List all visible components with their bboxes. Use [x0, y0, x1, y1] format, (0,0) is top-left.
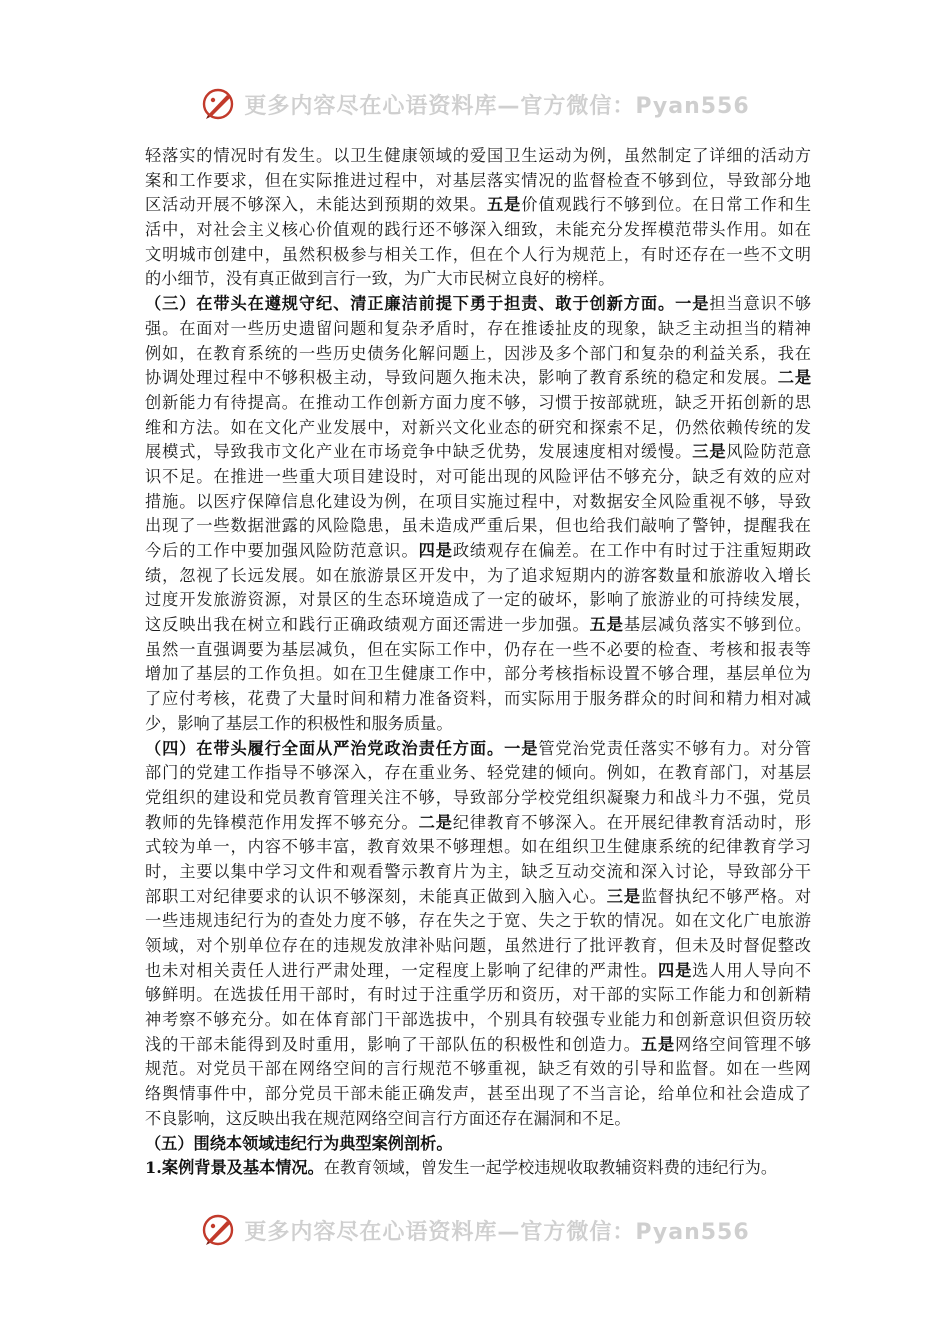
text-run: 不良影响，这反映出我在规范网络空间言行方面还存在漏洞和不足。: [145, 1108, 631, 1128]
text-run: 今后的工作中要加强风险防范意识。: [145, 541, 419, 560]
bold-text-run: 四是: [658, 960, 693, 980]
text-run: 纪律教育不够深入。在开展纪律教育活动时，形: [452, 812, 811, 832]
text-run: 案和工作要求，但在实际推进过程中，对基层落实情况的监督检查不够到位，导致部分地: [145, 170, 811, 190]
bold-text-run: 五是: [640, 1034, 676, 1054]
text-line: [145, 416, 811, 441]
text-line: [145, 317, 811, 342]
text-line: [145, 1008, 811, 1033]
text-line: [145, 909, 811, 934]
text-run: 价值观践行不够到位。在日常工作和生: [521, 195, 811, 215]
text-run: 规范。对党员干部在网络空间的言行规范不够重视，缺乏有效的引导和监督。如在一些网: [145, 1059, 811, 1079]
text-line: [145, 1082, 811, 1107]
bold-text-run: 1.案例背景及基本情况。: [145, 1158, 324, 1178]
text-run: 文明城市创建中，虽然积极参与相关工作，但在个人行为规范上，有时还存在一些不文明: [145, 244, 811, 264]
watermark-text: 更多内容尽在心语资料库—官方微信：Pyan556: [244, 93, 750, 119]
bold-text-run: 一是: [675, 294, 710, 314]
text-run: 维和方法。如在文化产业发展中，对新兴文化业态的研究和探索不足，仍然依赖传统的发: [145, 417, 811, 437]
text-run: 教师的先锋模范作用发挥不够充分。: [145, 812, 419, 832]
text-run: 协调处理过程中不够积极主动，导致问题久拖未决，影响了教育系统的稳定和发展。: [145, 368, 778, 388]
text-run: 出现了一些数据泄露的风险隐患，虽未造成严重后果，但也给我们敲响了警钟，提醒我在: [145, 516, 811, 536]
text-run: 部门的党建工作指导不够深入，存在重业务、轻党建的倾向。例如，在教育部门，对基层: [145, 763, 811, 783]
text-run: 部职工对纪律要求的认识不够深刻，未能真正做到入脑入心。: [145, 886, 607, 906]
bold-text-run: （三）在带头在遵规守纪、清正廉洁前提下勇于担责、敢于创新方面。: [145, 294, 676, 314]
text-run: 选人用人导向不: [692, 960, 811, 980]
text-line: [145, 169, 811, 194]
text-line: [145, 737, 811, 762]
text-run: 过度开发旅游资源，对景区的生态环境造成了一定的破坏，影响了旅游业的可持续发展，: [145, 590, 811, 610]
text-line: [145, 539, 811, 564]
pen-logo-icon: [200, 86, 236, 122]
text-line: [145, 292, 811, 317]
text-line: [145, 613, 811, 638]
text-line: [145, 193, 811, 218]
watermark-text: 更多内容尽在心语资料库—官方微信：Pyan556: [244, 1219, 750, 1245]
bold-text-run: （五）围绕本领域违纪行为典型案例剖析。: [145, 1133, 453, 1153]
text-run: 展模式，导致我市文化产业在市场竞争中缺乏优势，发展速度相对缓慢。: [145, 442, 693, 462]
bold-text-run: 一是: [504, 738, 539, 758]
text-run: 政绩观存在偏差。在工作中有时过于注重短期政: [452, 541, 811, 560]
text-line: [145, 835, 811, 860]
text-line: [145, 514, 811, 539]
text-run: 增加了基层的工作负担。如在卫生健康工作中，部分考核指标设置不够合理，基层单位为: [145, 664, 811, 684]
text-line: [145, 465, 811, 490]
text-line: [145, 366, 811, 391]
text-run: 担当意识不够: [709, 294, 811, 314]
text-line: [145, 638, 811, 663]
text-line: [145, 564, 811, 589]
text-line: [145, 687, 811, 712]
text-run: 区活动开展不够深入，未能达到预期的效果。: [145, 195, 488, 215]
text-line: [145, 1156, 811, 1181]
text-run: 党组织的建设和党员教育管理关注不够，导致部分学校党组织凝聚力和战斗力不强，党员: [145, 787, 811, 807]
bold-text-run: 三是: [692, 442, 727, 462]
text-line: [145, 1132, 811, 1157]
text-line: [145, 144, 811, 169]
text-run: 网络空间管理不够: [675, 1034, 811, 1054]
text-line: [145, 786, 811, 811]
bold-text-run: 五是: [589, 615, 624, 635]
text-run: 在教育领域，曾发生一起学校违规收取教辅资料费的违纪行为。: [323, 1158, 778, 1178]
text-run: 绩，忽视了长远发展。如在旅游景区开发中，为了追求短期内的游客数量和旅游收入增长: [145, 565, 811, 585]
text-run: 时，主要以集中学习文件和观看警示教育片为主，缺乏互动交流和深入讨论，导致部分干: [145, 861, 811, 881]
document-body: [145, 144, 811, 1181]
text-run: 识不足。在推进一些重大项目建设时，对可能出现的风险评估不够充分，缺乏有效的应对: [145, 466, 811, 486]
text-run: 风险防范意: [726, 442, 811, 462]
text-line: [145, 440, 811, 465]
text-run: 强。在面对一些历史遗留问题和复杂矛盾时，存在推诿扯皮的现象，缺乏主动担当的精神: [145, 318, 811, 338]
text-line: [145, 1107, 811, 1132]
text-line: [145, 761, 811, 786]
text-line: [145, 959, 811, 984]
text-run: 监督执纪不够严格。对: [640, 886, 811, 906]
text-line: [145, 490, 811, 515]
text-run: 也未对相关责任人进行严肃处理，一定程度上影响了纪律的严肃性。: [145, 960, 659, 980]
text-line: [145, 934, 811, 959]
text-line: [145, 860, 811, 885]
text-run: 基层减负落实不够到位。: [623, 615, 811, 635]
text-line: [145, 391, 811, 416]
text-line: [145, 243, 811, 268]
text-line: [145, 1057, 811, 1082]
text-run: 活中，对社会主义核心价值观的践行还不够深入细致，未能充分发挥模范带头作用。如在: [145, 220, 811, 240]
bold-text-run: 三是: [606, 886, 641, 906]
text-line: [145, 588, 811, 613]
bold-text-run: 五是: [487, 195, 522, 215]
bold-text-run: 二是: [418, 812, 453, 832]
watermark-banner-bottom: [0, 1210, 950, 1250]
watermark-banner-top: [0, 84, 950, 124]
text-run: 少，影响了基层工作的积极性和服务质量。: [145, 713, 453, 733]
text-line: [145, 218, 811, 243]
text-line: [145, 1033, 811, 1058]
text-run: 络舆情事件中，部分党员干部未能正确发声，甚至出现了不当言论，给单位和社会造成了: [145, 1084, 811, 1104]
text-run: 够鲜明。在选拔任用干部时，有时过于注重学历和资历，对干部的实际工作能力和创新精: [145, 985, 811, 1005]
text-run: 了应付考核，花费了大量时间和精力准备资料，而实际用于服务群众的时间和精力相对减: [145, 689, 811, 709]
text-run: 创新能力有待提高。在推动工作创新方面力度不够，习惯于按部就班，缺乏开拓创新的思: [145, 392, 811, 412]
text-run: 虽然一直强调要为基层减负，但在实际工作中，仍存在一些不必要的检查、考核和报表等: [145, 639, 811, 659]
bold-text-run: （四）在带头履行全面从严治党政治责任方面。: [145, 738, 505, 758]
text-run: 神考察不够充分。如在体育部门干部选拔中，个别具有较强专业能力和创新意识但资历较: [145, 1010, 811, 1030]
text-line: [145, 342, 811, 367]
text-run: 浅的干部未能得到及时重用，影响了干部队伍的积极性和创造力。: [145, 1034, 641, 1054]
bold-text-run: 四是: [418, 541, 453, 560]
text-run: 领域，对个别单位存在的违规发放津补贴问题，虽然进行了批评教育，但未及时督促整改: [145, 936, 811, 955]
pen-logo-icon: [200, 1212, 236, 1248]
text-run: 管党治党责任落实不够有力。对分管: [538, 738, 811, 758]
text-line: [145, 662, 811, 687]
text-line: [145, 885, 811, 910]
text-run: 一些违规违纪行为的查处力度不够，存在失之于宽、失之于软的情况。如在文化广电旅游: [145, 911, 811, 931]
text-run: 式较为单一，内容不够丰富，教育效果不够理想。如在组织卫生健康系统的纪律教育学习: [145, 837, 811, 857]
text-run: 措施。以医疗保障信息化建设为例，在项目实施过程中，对数据安全风险重视不够，导致: [145, 491, 811, 511]
text-run: 这反映出我在树立和践行正确政绩观方面还需进一步加强。: [145, 615, 590, 635]
text-line: [145, 811, 811, 836]
text-run: 轻落实的情况时有发生。以卫生健康领域的爱国卫生运动为例，虽然制定了详细的活动方: [145, 146, 811, 165]
text-line: [145, 267, 811, 292]
bold-text-run: 二是: [777, 368, 811, 388]
text-line: [145, 712, 811, 737]
text-run: 的小细节，没有真正做到言行一致，为广大市民树立良好的榜样。: [145, 269, 615, 289]
text-run: 例如，在教育系统的一些历史债务化解问题上，因涉及多个部门和复杂的利益关系，我在: [145, 343, 811, 363]
text-line: [145, 983, 811, 1008]
